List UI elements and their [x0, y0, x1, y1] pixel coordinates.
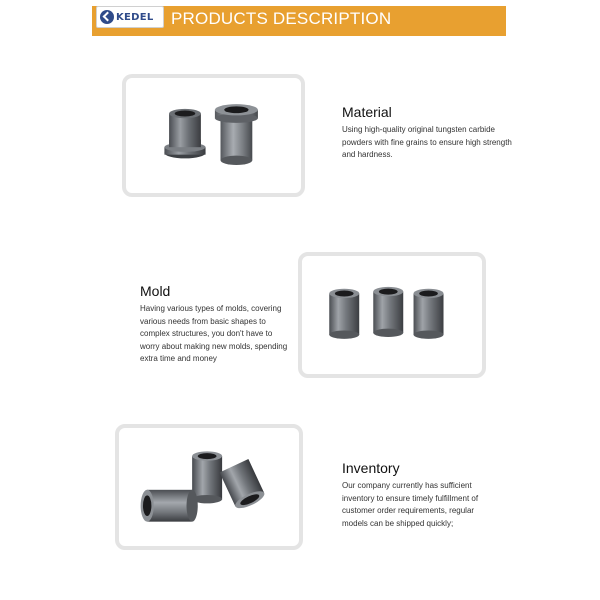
section-body: Using high-quality original tungsten carbide powders with fine grains to ensure high strength and hardness. [342, 125, 512, 159]
sleeve-3 [414, 289, 444, 339]
three-sleeves-image [302, 256, 482, 374]
bushing-right [215, 104, 258, 165]
material-section [342, 104, 517, 162]
section-heading: Inventory [342, 460, 400, 476]
sleeve-tilted [220, 459, 267, 511]
mold-image-frame [298, 252, 486, 378]
page-title: PRODUCTS DESCRIPTION [171, 9, 392, 28]
logo-mark-icon [100, 10, 114, 24]
bushing-left [164, 109, 205, 159]
sleeve-1 [329, 289, 359, 339]
sleeve-2 [373, 287, 403, 337]
logo-text: KEDEL [116, 11, 154, 23]
inventory-section [342, 460, 502, 530]
material-image-frame [122, 74, 305, 197]
mold-section [140, 283, 290, 366]
flanged-bushings-image [126, 78, 301, 193]
brand-logo [96, 6, 164, 28]
inventory-image-frame [115, 424, 303, 550]
section-body: Our company currently has sufficient inventory to ensure timely fulfillment of customer order requirements, regular models can be shipped quickly; [342, 481, 479, 528]
section-body: Having various types of molds, covering various needs from basic shapes to complex structures, you don't have to worry about making new molds, spending extra time and money [140, 304, 288, 363]
sleeve-lying [141, 490, 198, 522]
sleeve-standing [192, 451, 222, 503]
section-heading: Mold [140, 283, 171, 299]
section-heading: Material [342, 104, 392, 120]
assorted-sleeves-image [119, 428, 299, 546]
